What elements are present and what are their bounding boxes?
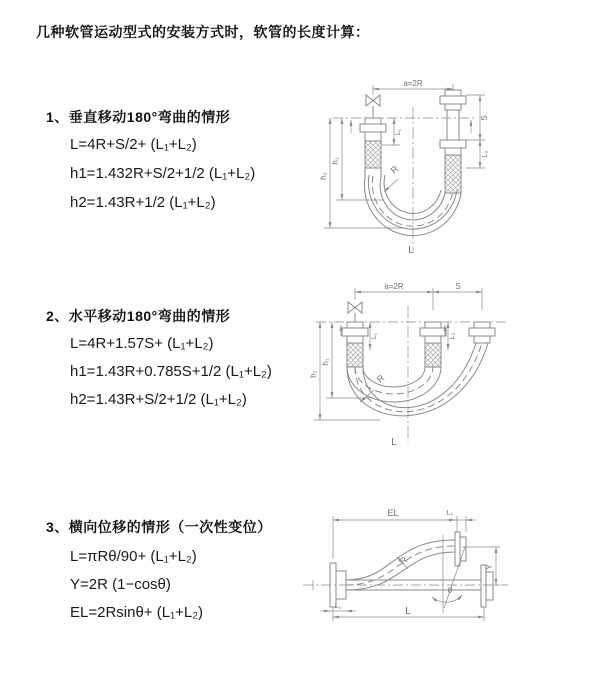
section-2-heading: 2、水平移动180°弯曲的情形: [46, 308, 231, 324]
dim-label-l: L: [408, 245, 414, 256]
dim-label-l2: L₂: [449, 332, 456, 340]
dim-label-a2r: a=2R: [403, 79, 423, 88]
valve-icon: [348, 302, 362, 322]
formula-s2-h2: h2=1.43R+S/2+1/2 (L₁+L₂): [70, 391, 247, 408]
formula-s1-l: L=4R+S/2+ (L₁+L₂): [70, 136, 197, 153]
right-flange: [481, 565, 493, 607]
left-flange: [342, 322, 368, 367]
dim-label-r: R: [388, 163, 401, 176]
dim-label-l1: L₁: [371, 332, 378, 340]
dim-label-l: L: [405, 606, 411, 617]
dim-label-h1: h₁: [321, 358, 330, 366]
dim-label-a2r: a=2R: [384, 282, 404, 291]
dim-label-l2: L₂: [482, 150, 489, 158]
hose-curves: [346, 540, 455, 590]
dim-label-h2: h₂: [319, 172, 328, 180]
dim-label-y: Y: [485, 564, 494, 570]
section-3-heading: 3、横向位移的情形（一次性变位）: [46, 519, 272, 535]
dim-label-el: EL: [387, 508, 399, 518]
formula-s3-el: EL=2Rsinθ+ (L₁+L₂): [70, 604, 204, 621]
valve-icon: [366, 95, 380, 118]
diagram-vertical-180-bend: [308, 75, 598, 259]
formula-s1-h1: h1=1.432R+S/2+1/2 (L₁+L₂): [70, 165, 256, 182]
formula-s2-l: L=4R+1.57S+ (L₁+L₂): [70, 335, 214, 352]
right-flange: [469, 322, 495, 343]
dim-label-l1: L₁: [395, 128, 402, 136]
dim-label-h1: h₁: [331, 157, 340, 165]
dim-label-l: L: [391, 437, 397, 448]
dim-label-s: S: [455, 282, 461, 291]
dim-label-l2: L₂: [446, 510, 454, 517]
dim-label-r: R: [374, 372, 387, 385]
diagram-horizontal-180-bend: [308, 280, 598, 452]
dim-label-r: R: [397, 554, 410, 567]
formula-s3-y: Y=2R (1−cosθ): [70, 576, 171, 593]
hose-curves: [347, 343, 488, 416]
diagram-lateral-displacement: [298, 495, 528, 640]
dim-label-l1: L₁: [334, 603, 342, 610]
middle-flange: [420, 322, 446, 367]
section-1-heading: 1、垂直移动180°弯曲的情形: [46, 109, 231, 125]
formula-s2-h1: h1=1.43R+0.785S+1/2 (L₁+L₂): [70, 363, 272, 380]
formula-s1-h2: h2=1.43R+1/2 (L₁+L₂): [70, 194, 216, 211]
dim-label-theta: θ: [447, 586, 453, 595]
formula-s3-l: L=πRθ/90+ (L₁+L₂): [70, 548, 197, 565]
left-flange: [360, 118, 386, 168]
dim-label-h2: h₂: [309, 370, 318, 378]
dim-label-s: S: [480, 115, 489, 121]
page-title: 几种软管运动型式的安装方式时，软管的长度计算：: [36, 24, 370, 40]
right-flange: [440, 90, 466, 193]
